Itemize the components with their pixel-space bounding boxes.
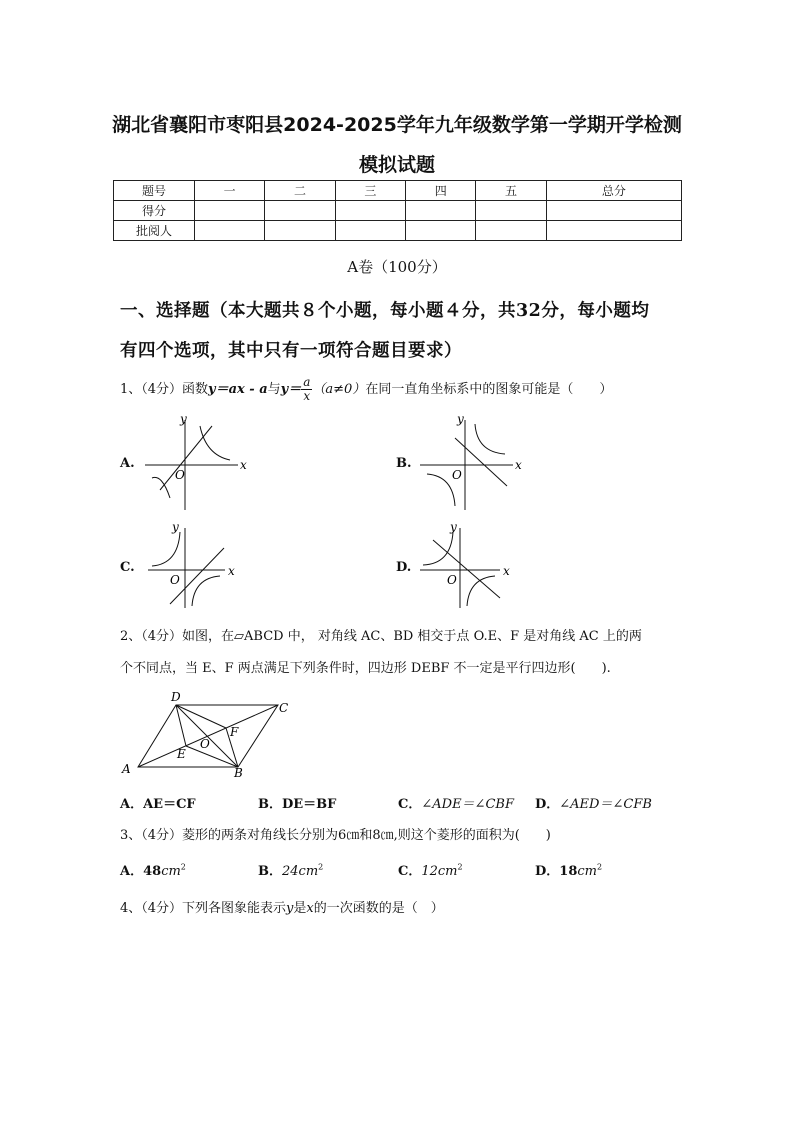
q1-graph-c xyxy=(140,518,250,613)
q2-option-b[interactable] xyxy=(258,793,336,812)
q1-graph-d xyxy=(415,518,525,613)
option-text: DE＝BF xyxy=(282,797,337,812)
q3-option-b[interactable] xyxy=(258,860,323,879)
option-key: B． xyxy=(258,797,282,812)
segment-df xyxy=(176,705,226,728)
question-3-stem: 3、（4分）菱形的两条对角线长分别为6㎝和8㎝,则这个菱形的面积为( ) xyxy=(120,828,551,843)
origin-label: O xyxy=(175,468,185,482)
score-header-cell: 五 xyxy=(476,181,546,201)
score-header-cell: 二 xyxy=(265,181,335,201)
q3-option-d[interactable] xyxy=(535,860,602,879)
q1-option-d-label[interactable]: D. xyxy=(396,560,412,575)
q1-mid: 与 xyxy=(267,382,281,397)
hyperbola-branch xyxy=(475,424,505,454)
option-unit: cm xyxy=(161,864,181,879)
segment-eb xyxy=(186,746,238,767)
question-2-line1: 2、（4分）如图，在▱ABCD 中， 对角线 AC、BD 相交于点 O.E、F 是对角线 AC 上的两 xyxy=(120,629,642,644)
score-table-header-row xyxy=(114,181,682,201)
score-cell[interactable] xyxy=(546,221,681,241)
score-cell[interactable] xyxy=(546,201,681,221)
q4-var-y: y xyxy=(286,901,294,916)
option-number: 24 xyxy=(282,864,299,879)
q2-parallelogram-figure xyxy=(118,688,298,780)
option-exponent: 2 xyxy=(596,862,603,872)
score-cell[interactable] xyxy=(265,221,335,241)
question-4-stem xyxy=(120,897,444,916)
hyperbola-branch xyxy=(427,474,455,506)
q1-graph-a xyxy=(140,408,250,513)
hyperbola-branch xyxy=(423,532,453,565)
option-key: D． xyxy=(535,864,560,879)
q1-suffix: 在同一直角坐标系中的图象可能是（ ） xyxy=(365,382,613,397)
q1-condition: （a≠0） xyxy=(312,382,366,397)
q1-frac-num: a xyxy=(303,375,311,389)
option-unit: cm xyxy=(298,864,319,879)
option-exponent: 2 xyxy=(457,862,463,872)
q1-option-c-label[interactable]: C. xyxy=(120,560,135,575)
origin-label: O xyxy=(447,573,457,587)
option-key: A． xyxy=(120,864,144,879)
q3-option-c[interactable] xyxy=(398,860,463,879)
q2-option-c[interactable] xyxy=(398,793,514,812)
option-unit: cm xyxy=(437,864,458,879)
x-axis-label: x xyxy=(515,458,522,472)
score-cell[interactable] xyxy=(476,221,546,241)
exam-title-line1: 湖北省襄阳市枣阳县2024-2025学年九年级数学第一学期开学检测 xyxy=(112,114,682,136)
option-number: 12 xyxy=(421,864,438,879)
option-exponent: 2 xyxy=(318,862,324,872)
score-cell[interactable] xyxy=(406,221,476,241)
x-axis-label: x xyxy=(503,564,510,578)
score-header-cell: 总分 xyxy=(546,181,681,201)
linear-graph xyxy=(160,426,212,490)
score-table-row xyxy=(114,201,682,221)
option-number: 18 xyxy=(559,864,578,879)
y-axis-label: y xyxy=(450,520,457,534)
linear-graph xyxy=(455,438,507,486)
point-label-d: D xyxy=(171,690,181,704)
origin-label: O xyxy=(452,468,462,482)
option-key: A． xyxy=(120,797,144,812)
section1-heading-line1: 一、选择题（本大题共８个小题，每小题４分，共32分，每小题均 xyxy=(120,301,650,321)
origin-label: O xyxy=(170,573,180,587)
option-text: ∠ADE＝∠CBF xyxy=(421,797,514,812)
point-label-o: O xyxy=(200,737,210,751)
score-table xyxy=(113,180,682,241)
question-2-line2: 个不同点，当 E、F 两点满足下列条件时，四边形 DEBF 不一定是平行四边形( ). xyxy=(120,661,611,676)
score-header-cell: 四 xyxy=(406,181,476,201)
score-cell[interactable] xyxy=(195,201,265,221)
score-cell[interactable] xyxy=(476,201,546,221)
option-key: B． xyxy=(258,864,282,879)
x-axis-label: x xyxy=(240,458,247,472)
option-text: AE＝CF xyxy=(143,797,196,812)
q4-mid: 是 xyxy=(293,901,307,916)
linear-graph xyxy=(433,540,500,598)
q4-prefix: 4、（4分）下列各图象能表示 xyxy=(120,901,287,916)
hyperbola-branch xyxy=(192,576,220,606)
y-axis-label: y xyxy=(180,412,187,426)
q2-option-d[interactable] xyxy=(535,793,652,812)
option-unit: cm xyxy=(577,864,597,879)
q1-graph-b xyxy=(415,408,525,513)
point-label-e: E xyxy=(177,747,186,761)
exam-title-line2: 模拟试题 xyxy=(358,154,435,176)
segment-de xyxy=(176,705,186,746)
score-row-label: 批阅人 xyxy=(114,221,195,241)
option-text: ∠AED＝∠CFB xyxy=(559,797,652,812)
option-number: 48 xyxy=(143,864,162,879)
score-header-cell: 一 xyxy=(195,181,265,201)
score-cell[interactable] xyxy=(335,201,405,221)
q2-option-a[interactable] xyxy=(120,793,196,812)
score-header-cell: 题号 xyxy=(114,181,195,201)
score-cell[interactable] xyxy=(195,221,265,241)
option-exponent: 2 xyxy=(180,862,186,872)
section1-heading-line2: 有四个选项，其中只有一项符合题目要求） xyxy=(120,341,462,361)
diagonal-ac xyxy=(138,705,278,767)
q4-suffix: 的一次函数的是（ ） xyxy=(313,901,444,916)
volume-a-heading: A卷（100分） xyxy=(347,258,447,276)
score-cell[interactable] xyxy=(335,221,405,241)
option-key: D． xyxy=(535,797,560,812)
option-key: C． xyxy=(398,864,422,879)
x-axis-label: x xyxy=(228,564,235,578)
score-header-cell: 三 xyxy=(335,181,405,201)
point-label-a: A xyxy=(122,762,131,776)
q1-option-b-label[interactable]: B. xyxy=(396,456,412,471)
score-cell[interactable] xyxy=(265,201,335,221)
y-axis-label: y xyxy=(172,520,179,534)
score-table-row xyxy=(114,221,682,241)
q1-fraction xyxy=(301,376,312,403)
hyperbola-branch xyxy=(200,426,230,460)
option-key: C． xyxy=(398,797,422,812)
y-axis-label: y xyxy=(457,412,464,426)
q4-var-x: x xyxy=(306,901,314,916)
hyperbola-branch xyxy=(152,532,180,566)
q3-option-a[interactable] xyxy=(120,860,186,879)
q1-eq1: y＝ax - a xyxy=(208,382,268,397)
point-label-b: B xyxy=(234,766,243,780)
q1-prefix: 1、（4分）函数 xyxy=(120,382,209,397)
q1-frac-den: x xyxy=(303,389,311,403)
q1-option-a-label[interactable]: A. xyxy=(120,456,135,471)
score-row-label: 得分 xyxy=(114,201,195,221)
hyperbola-branch xyxy=(467,576,495,606)
q1-eq2-lhs: y＝ xyxy=(280,382,302,397)
score-cell[interactable] xyxy=(406,201,476,221)
point-label-c: C xyxy=(279,701,289,715)
point-label-f: F xyxy=(230,725,239,739)
